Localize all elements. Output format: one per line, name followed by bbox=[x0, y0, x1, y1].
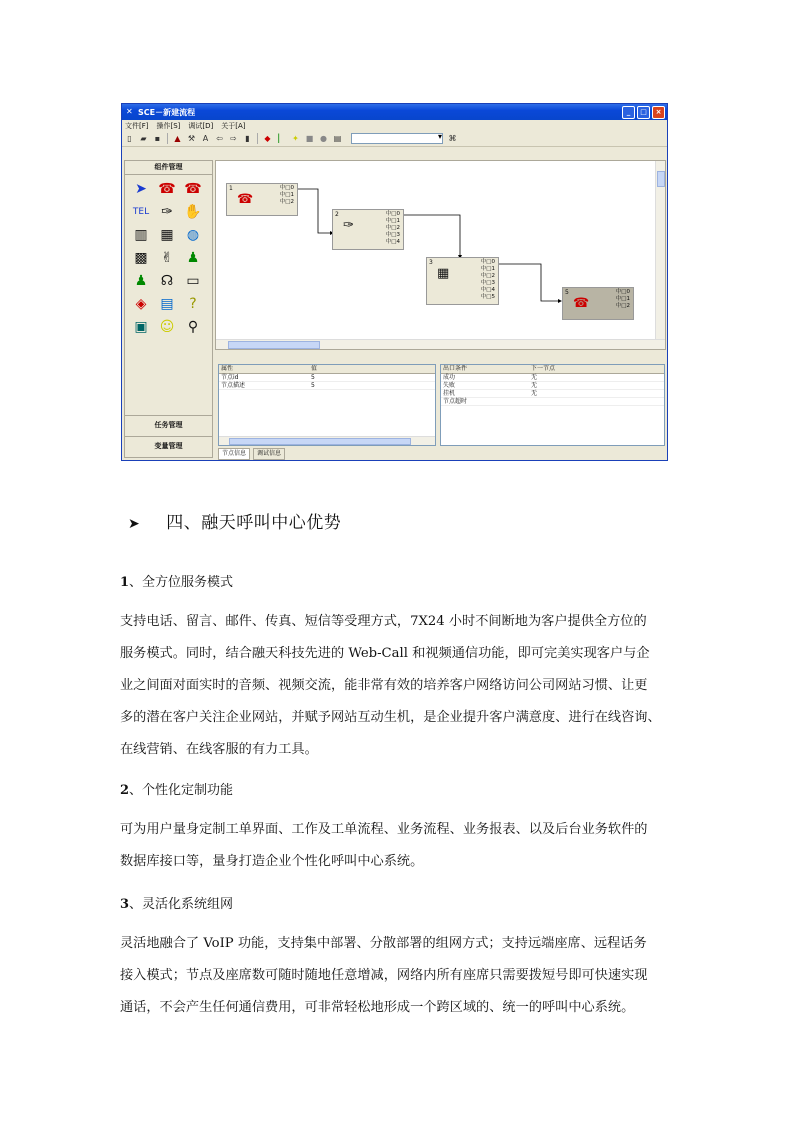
new-file-icon[interactable]: ▯ bbox=[127, 134, 132, 143]
node-port[interactable]: 中□3 bbox=[480, 280, 495, 286]
subsection-title bbox=[120, 893, 233, 912]
node-port[interactable]: 中□1 bbox=[385, 218, 400, 224]
headset-icon[interactable]: ☊ bbox=[160, 273, 174, 289]
window-titlebar bbox=[122, 104, 667, 120]
stop-icon[interactable]: ■ bbox=[305, 134, 314, 143]
printer-icon: ▦ bbox=[437, 266, 450, 281]
paragraph-line: 可为用户量身定制工单界面、工作及工单流程、业务流程、业务报表、以及后台业务软件的 bbox=[120, 822, 648, 837]
component-panel-header: 组件管理 bbox=[125, 161, 212, 175]
node-port[interactable]: 中□2 bbox=[279, 199, 294, 205]
paragraph-line: 灵活地融合了 VoIP 功能，支持集中部署、分散部署的组网方式；支持远端座席、远程话务 bbox=[120, 936, 647, 951]
document-icon[interactable]: ▤ bbox=[333, 134, 342, 143]
menu-debug[interactable]: 调试[D] bbox=[188, 121, 214, 130]
toolbar-divider bbox=[257, 133, 258, 144]
subsection-title bbox=[120, 779, 233, 798]
close-button[interactable]: × bbox=[652, 106, 665, 119]
node-port[interactable]: 中□5 bbox=[480, 294, 495, 300]
fax-icon[interactable]: ▦ bbox=[160, 227, 174, 243]
menu-about[interactable]: 关于[A] bbox=[221, 121, 246, 130]
menubar bbox=[122, 120, 667, 131]
window-title: SCE－新建流程 bbox=[138, 107, 196, 117]
table-cell: 5 bbox=[311, 374, 315, 381]
component-panel bbox=[124, 160, 213, 458]
subsection-title-text: 、灵活化系统组网 bbox=[129, 897, 234, 912]
section-heading bbox=[128, 508, 341, 533]
table-cell: 挂机 bbox=[443, 390, 456, 397]
node-port[interactable]: 中□1 bbox=[480, 266, 495, 272]
variable-manager-button[interactable]: 变量管理 bbox=[125, 436, 212, 455]
text-tool-icon[interactable]: A bbox=[202, 134, 209, 143]
phone-icon: ☎ bbox=[573, 296, 590, 311]
node-port[interactable]: 中□2 bbox=[385, 225, 400, 231]
flow-node-selected[interactable] bbox=[562, 287, 634, 320]
database-icon[interactable]: ▩ bbox=[134, 250, 148, 266]
exit-conditions-table bbox=[440, 364, 665, 446]
node-port[interactable]: 中□0 bbox=[385, 211, 400, 217]
table-cell: 无 bbox=[531, 374, 538, 381]
table-cell bbox=[529, 398, 531, 405]
hammer-icon[interactable]: ⚒ bbox=[187, 134, 196, 143]
globe-icon[interactable]: ◍ bbox=[186, 227, 200, 243]
table-row[interactable] bbox=[441, 382, 664, 390]
page-icon[interactable]: ▤ bbox=[160, 296, 174, 312]
header-cell: 属性 bbox=[221, 365, 234, 372]
tel-transfer-icon[interactable]: TEL bbox=[132, 207, 150, 217]
paragraph-line: 多的潜在客户关注企业网站，并赋予网站互动生机，是企业提升客户满意度、进行在线咨询、 bbox=[120, 710, 661, 725]
phone-transfer-icon[interactable]: ☎ bbox=[184, 181, 202, 197]
properties-table bbox=[218, 364, 436, 446]
table-cell: 失败 bbox=[443, 382, 456, 389]
node-port[interactable]: 中□0 bbox=[615, 289, 630, 295]
scroll-thumb[interactable] bbox=[228, 341, 320, 349]
toolbar bbox=[122, 131, 667, 147]
subsection-title-text: 、个性化定制功能 bbox=[129, 783, 234, 798]
table-row[interactable] bbox=[441, 374, 664, 382]
wrench-icon: ✑ bbox=[343, 218, 354, 233]
disk-stack-icon[interactable]: ▥ bbox=[134, 227, 148, 243]
hat-icon[interactable]: ▲ bbox=[174, 134, 181, 143]
question-icon[interactable]: ? bbox=[189, 296, 197, 312]
flow-node[interactable] bbox=[426, 257, 499, 305]
table-cell: 成功 bbox=[443, 374, 456, 381]
microphone-icon[interactable]: ⚲ bbox=[187, 319, 199, 335]
node-port[interactable]: 中□1 bbox=[615, 296, 630, 302]
node-port[interactable]: 中□2 bbox=[480, 273, 495, 279]
subsection-number: 2 bbox=[120, 783, 130, 798]
subsection-number: 3 bbox=[120, 897, 130, 912]
node-port[interactable]: 中□4 bbox=[480, 287, 495, 293]
node-port[interactable]: 中□4 bbox=[385, 239, 400, 245]
flow-node[interactable] bbox=[332, 209, 404, 250]
minimize-button[interactable]: _ bbox=[622, 106, 635, 119]
paragraph-line: 通话，不会产生任何通信费用，可非常轻松地形成一个跨区域的、统一的呼叫中心系统。 bbox=[120, 1000, 635, 1015]
clipboard-icon[interactable]: ▮ bbox=[245, 134, 250, 143]
box-icon[interactable]: ◈ bbox=[135, 296, 147, 312]
binoculars-icon[interactable]: ⌘ bbox=[448, 134, 457, 143]
node-port[interactable]: 中□2 bbox=[615, 303, 630, 309]
inbox-icon[interactable]: ▭ bbox=[186, 273, 200, 289]
table-row[interactable] bbox=[441, 398, 664, 406]
header-cell: 值 bbox=[311, 365, 318, 372]
scroll-thumb[interactable] bbox=[229, 438, 411, 445]
header-cell: 下一节点 bbox=[531, 365, 556, 372]
open-folder-icon[interactable]: ▰ bbox=[140, 134, 147, 143]
step-icon[interactable]: ▏ bbox=[278, 134, 285, 143]
task-manager-button[interactable]: 任务管理 bbox=[125, 415, 212, 434]
table-header bbox=[441, 365, 664, 374]
phone-icon: ☎ bbox=[237, 192, 254, 207]
group-icon[interactable]: ♟ bbox=[134, 273, 148, 289]
paragraph-line: 数据库接口等，量身打造企业个性化呼叫中心系统。 bbox=[120, 854, 424, 869]
node-number: 5 bbox=[565, 289, 569, 296]
tab-node-info[interactable]: 节点信息 bbox=[218, 448, 250, 460]
pointer-icon[interactable]: ➤ bbox=[135, 181, 147, 197]
node-number: 3 bbox=[429, 259, 433, 266]
wrench-icon[interactable]: ✑ bbox=[161, 204, 173, 220]
paragraph-line: 服务模式。同时，结合融天科技先进的 Web-Call 和视频通信功能，即可完美实现客户与企 bbox=[120, 646, 650, 661]
node-port[interactable]: 中□0 bbox=[279, 185, 294, 191]
monitor-icon[interactable]: ▣ bbox=[134, 319, 148, 335]
arrow-right-icon[interactable]: ⇨ bbox=[230, 134, 237, 143]
table-cell: 无 bbox=[531, 390, 538, 397]
canvas-vertical-scrollbar[interactable] bbox=[655, 161, 665, 349]
tab-debug-info[interactable]: 调试信息 bbox=[253, 448, 285, 460]
handshake-icon[interactable]: ✌ bbox=[161, 250, 173, 266]
section-heading-text: 四、融天呼叫中心优势 bbox=[166, 513, 342, 533]
menu-operate[interactable]: 操作[S] bbox=[156, 121, 181, 130]
table-cell: 5 bbox=[311, 382, 315, 389]
table-cell: 节点描述 bbox=[221, 382, 246, 389]
paragraph bbox=[120, 814, 672, 878]
header-cell: 出口条件 bbox=[443, 365, 468, 372]
node-port[interactable]: 中□0 bbox=[480, 259, 495, 265]
toolbar-divider bbox=[167, 133, 168, 144]
node-port[interactable]: 中□3 bbox=[385, 232, 400, 238]
menu-file[interactable]: 文件[F] bbox=[125, 121, 149, 130]
canvas-horizontal-scrollbar[interactable] bbox=[216, 339, 665, 349]
arrow-bullet-icon: ➤ bbox=[128, 516, 141, 532]
table-header bbox=[219, 365, 435, 374]
subsection-title-text: 、全方位服务模式 bbox=[129, 575, 234, 590]
table-row[interactable] bbox=[219, 382, 435, 390]
paragraph-line: 接入模式；节点及座席数可随时随地任意增减，网络内所有座席只需要拨短号即可快速实现 bbox=[120, 968, 648, 983]
flow-node[interactable] bbox=[226, 183, 298, 216]
flow-canvas[interactable] bbox=[215, 160, 666, 350]
paragraph-line: 支持电话、留言、邮件、传真、短信等受理方式，7X24 小时不间断地为客户提供全方位的 bbox=[120, 614, 647, 629]
scroll-thumb[interactable] bbox=[657, 171, 665, 187]
node-port[interactable]: 中□1 bbox=[279, 192, 294, 198]
node-number: 1 bbox=[229, 185, 233, 192]
app-icon: ✕ bbox=[126, 107, 133, 116]
table-cell: 节点id bbox=[221, 374, 239, 381]
people-icon[interactable]: ♟ bbox=[186, 250, 200, 266]
table-row[interactable] bbox=[441, 390, 664, 398]
save-icon[interactable]: ▪ bbox=[154, 134, 161, 143]
component-icon-grid bbox=[125, 175, 212, 340]
flow-combobox[interactable] bbox=[351, 133, 443, 144]
node-number: 2 bbox=[335, 211, 339, 218]
sce-window bbox=[121, 103, 668, 461]
smiley-icon[interactable]: ☺ bbox=[159, 319, 175, 335]
subsection-number: 1 bbox=[120, 575, 130, 590]
paragraph-line: 业之间面对面实时的音频、视频交流，能非常有效的培养客户网络访问公司网站习惯、让更 bbox=[120, 678, 648, 693]
bulb-icon[interactable]: ✦ bbox=[292, 134, 299, 143]
disk-icon[interactable]: ● bbox=[320, 134, 327, 143]
paragraph bbox=[120, 606, 672, 766]
table-horizontal-scrollbar[interactable] bbox=[219, 436, 435, 445]
paragraph-line: 在线营销、在线客服的有力工具。 bbox=[120, 742, 318, 757]
maximize-button[interactable]: □ bbox=[637, 106, 650, 119]
hand-icon[interactable]: ✋ bbox=[184, 204, 202, 220]
arrow-left-icon[interactable]: ⇦ bbox=[216, 134, 223, 143]
table-cell: 节点超时 bbox=[443, 398, 468, 405]
table-cell: 无 bbox=[531, 382, 538, 389]
subsection-title bbox=[120, 571, 233, 590]
phone-icon[interactable]: ☎ bbox=[158, 181, 176, 197]
table-row[interactable] bbox=[219, 374, 435, 382]
compile-icon[interactable]: ◆ bbox=[264, 134, 271, 143]
paragraph bbox=[120, 928, 672, 1024]
